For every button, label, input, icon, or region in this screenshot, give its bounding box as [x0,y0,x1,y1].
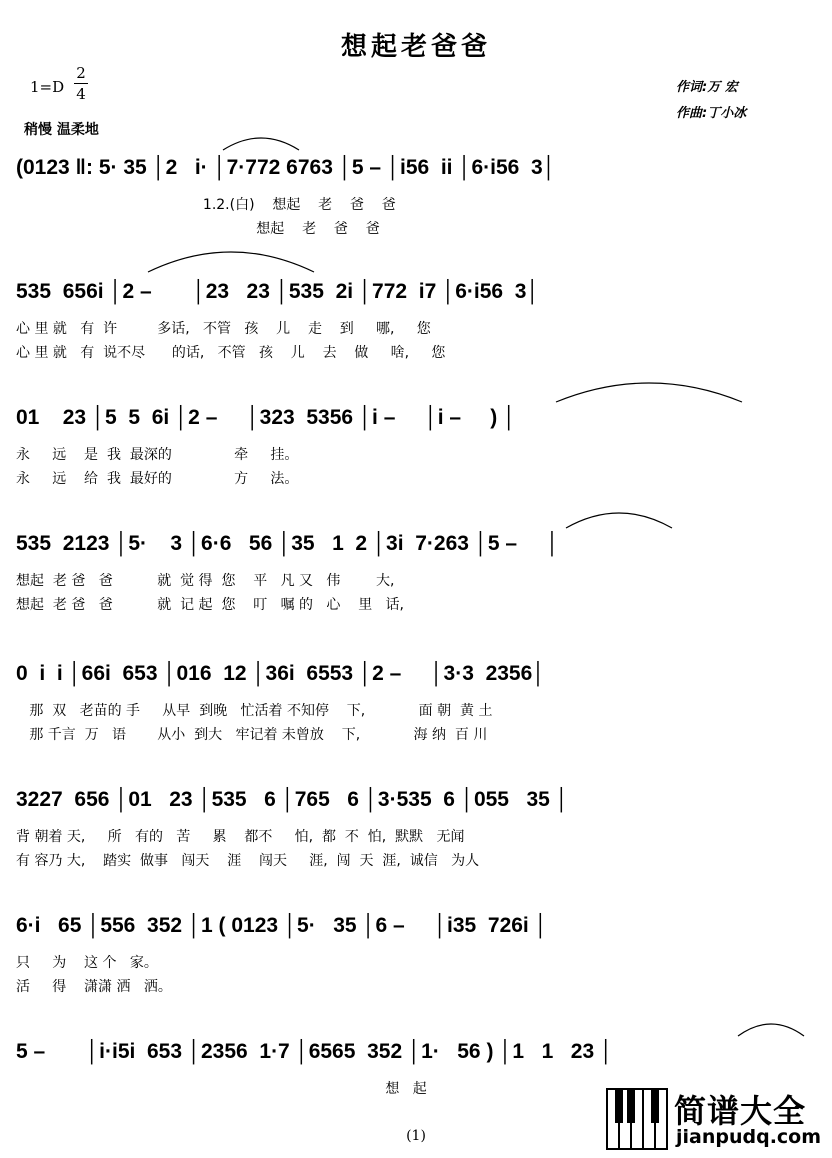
lyric-verse-2: 心 里 就 有 说不尽 的话, 不管 孩 儿 去 做 啥, 您 [16,345,446,361]
slur-mark [221,132,301,152]
slur-mark [146,246,316,274]
lyricist-credit: 作词:万 宏 [676,80,738,95]
notation-line: 01 23 │5 5 6i │2 – │323 5356 │i – │i – ) │ [16,406,517,429]
lyric-verse-2: 活 得 潇潇 洒 洒。 [16,979,172,995]
piano-keys-icon [606,1088,668,1150]
lyric-verse-2: 有 容乃 大, 踏实 做事 闯天 涯 闯天 涯, 闯 天 涯, 诚信 为人 [16,853,480,869]
lyric-verse-2: 想起 老 爸 爸 就 记 起 您 叮 嘱 的 心 里 话, [16,597,405,613]
watermark-brand: 简谱大全 [674,1092,807,1130]
time-signature-top: 2 [76,64,86,82]
slur-mark [564,508,674,530]
time-signature [74,64,88,103]
lyric-verse-1: 只 为 这 个 家。 [16,955,158,971]
page-number: (1) [406,1128,426,1144]
key-signature: 1=D [30,78,65,96]
lyric-verse-1: 心 里 就 有 许 多话, 不管 孩 儿 走 到 哪, 您 [16,321,431,337]
notation-line: 535 2123 │5· 3 │6·6 56 │35 1 2 │3i 7·263 │5 – │ [16,532,560,555]
lyric-verse-1: 想起 老 爸 爸 就 觉 得 您 平 凡 又 伟 大, [16,573,395,589]
composer-credit: 作曲:丁小冰 [676,106,747,121]
time-signature-bottom: 4 [76,85,86,103]
watermark-site: jianpudq.com [676,1126,822,1148]
lyric-verse-2: 想起 老 爸 爸 [16,221,380,237]
notation-line: 3227 656 │01 23 │535 6 │765 6 │3·535 6 │055 35 │ [16,788,569,811]
lyric-verse-1: 想 起 [16,1081,427,1097]
lyric-verse-2: 那 千言 万 语 从小 到大 牢记着 未曾放 下, 海 纳 百 川 [16,727,488,743]
lyric-verse-1: 背 朝着 天, 所 有的 苦 累 都不 怕, 都 不 怕, 默默 无闻 [16,829,465,845]
notation-line: (0123 ‖: 5· 35 │2 i· │7·772 6763 │5 – │i56 ii │6·i56 3│ [16,156,556,179]
lyric-verse-1: 1.2.(白) 想起 老 爸 爸 [16,197,396,213]
slur-mark [736,1018,806,1038]
notation-line: 0 i i │66i 653 │016 12 │36i 6553 │2 – │3·3 2356│ [16,662,546,685]
tempo-marking: 稍慢 温柔地 [24,122,99,138]
notation-line: 535 656i │2 – │23 23 │535 2i │772 i7 │6·i56 3│ [16,280,540,303]
lyric-verse-2: 永 远 给 我 最好的 方 法。 [16,471,299,487]
notation-line: 6·i 65 │556 352 │1 ( 0123 │5· 35 │6 – │i35 726i │ [16,914,548,937]
lyric-verse-1: 永 远 是 我 最深的 牵 挂。 [16,447,299,463]
watermark-logo [606,1086,830,1156]
notation-line: 5 – │i·i5i 653 │2356 1·7 │6565 352 │1· 56 ) │1 1 23 │ [16,1040,614,1063]
slur-mark [554,378,744,404]
song-title: 想起老爸爸 [340,32,491,62]
lyric-verse-1: 那 双 老苗的 手 从早 到晚 忙活着 不知停 下, 面 朝 黄 土 [16,703,493,719]
